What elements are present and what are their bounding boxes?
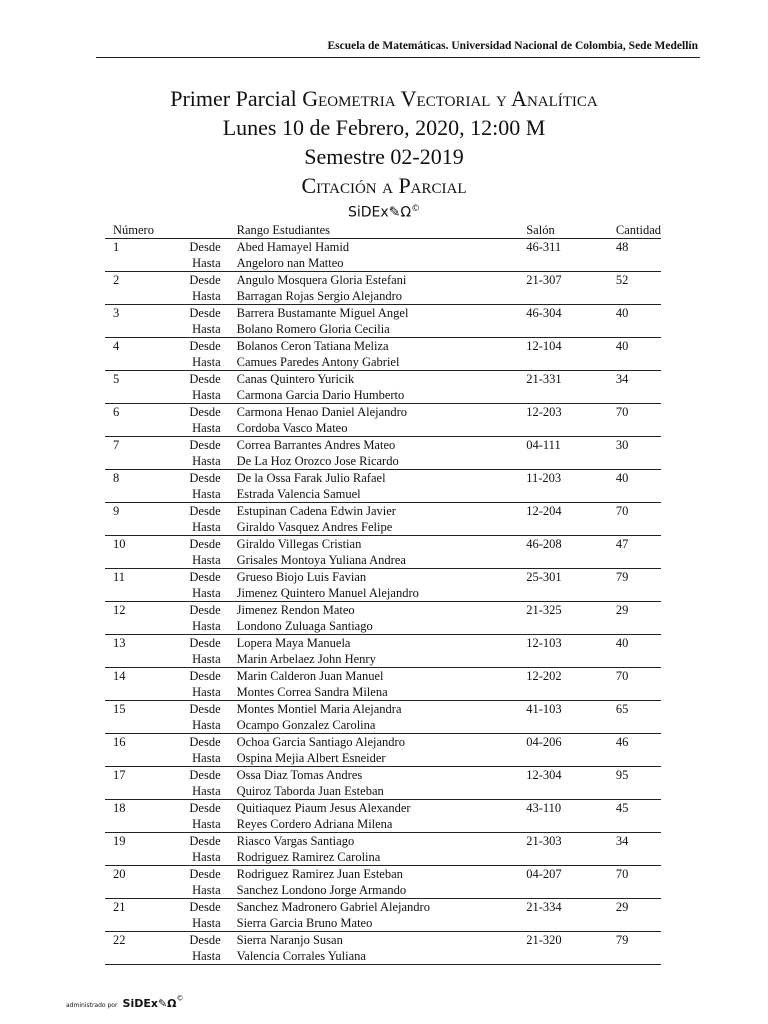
to-label: Hasta xyxy=(171,552,228,569)
row-number-spacer xyxy=(105,948,171,965)
room-spacer xyxy=(518,288,608,305)
footer xyxy=(66,992,184,1011)
from-label: Desde xyxy=(189,834,221,848)
row-number-spacer xyxy=(105,750,171,767)
row-number-spacer xyxy=(105,849,171,866)
student-count: 70 xyxy=(615,867,629,881)
room-spacer xyxy=(518,915,608,932)
from-label: Desde xyxy=(189,801,221,815)
from-label: Desde xyxy=(189,240,221,254)
range-end-student: Grisales Montoya Yuliana Andrea xyxy=(229,552,519,569)
row-number: 5 xyxy=(113,372,120,386)
table-header-row xyxy=(105,223,661,239)
from-label: Desde xyxy=(189,702,221,716)
room: 04-111 xyxy=(526,438,561,452)
to-label: Hasta xyxy=(171,816,228,833)
from-label: Desde xyxy=(189,570,221,584)
count-spacer xyxy=(608,321,661,338)
to-label: Hasta xyxy=(171,849,228,866)
from-label: Desde xyxy=(189,636,221,650)
student-count: 48 xyxy=(615,240,629,254)
table-row xyxy=(105,668,661,685)
count-spacer xyxy=(608,519,661,536)
range-end-student: Quiroz Taborda Juan Esteban xyxy=(229,783,519,800)
row-number-spacer xyxy=(105,651,171,668)
range-start-student: Montes Montiel Maria Alejandra xyxy=(236,702,402,716)
room-spacer xyxy=(518,585,608,602)
count-spacer xyxy=(608,585,661,602)
range-end-student: Valencia Corrales Yuliana xyxy=(229,948,519,965)
range-start-student: Canas Quintero Yuricik xyxy=(236,372,355,386)
row-number-spacer xyxy=(105,552,171,569)
range-end-student: Montes Correa Sandra Milena xyxy=(229,684,519,701)
range-start-student: Ochoa Garcia Santiago Alejandro xyxy=(236,735,405,749)
table-row xyxy=(105,569,661,586)
row-number: 4 xyxy=(113,339,120,353)
row-number: 22 xyxy=(113,933,126,947)
from-label: Desde xyxy=(189,933,221,947)
from-label: Desde xyxy=(189,504,221,518)
range-start-student: Quitiaquez Piaum Jesus Alexander xyxy=(236,801,411,815)
table-row xyxy=(105,651,661,668)
range-start-student: Abed Hamayel Hamid xyxy=(236,240,350,254)
row-number: 2 xyxy=(113,273,120,287)
document-heading: Citación a Parcial xyxy=(301,173,467,198)
from-label: Desde xyxy=(189,900,221,914)
room-spacer xyxy=(518,618,608,635)
range-start-student: De la Ossa Farak Julio Rafael xyxy=(236,471,386,485)
range-start-student: Giraldo Villegas Cristian xyxy=(236,537,362,551)
count-spacer xyxy=(608,717,661,734)
room: 21-334 xyxy=(526,900,562,914)
student-count: 65 xyxy=(615,702,629,716)
table-row xyxy=(105,552,661,569)
from-label: Desde xyxy=(189,339,221,353)
room: 46-311 xyxy=(526,240,562,254)
row-number: 15 xyxy=(113,702,126,716)
row-number-spacer xyxy=(105,486,171,503)
room: 41-103 xyxy=(526,702,562,716)
room: 21-307 xyxy=(526,273,562,287)
from-label: Desde xyxy=(189,273,221,287)
range-end-student: Jimenez Quintero Manuel Alejandro xyxy=(229,585,519,602)
row-number: 14 xyxy=(113,669,126,683)
to-label: Hasta xyxy=(171,255,228,272)
to-label: Hasta xyxy=(171,420,228,437)
count-spacer xyxy=(608,684,661,701)
table-row xyxy=(105,288,661,305)
table-row xyxy=(105,585,661,602)
student-count: 34 xyxy=(615,834,629,848)
row-number-spacer xyxy=(105,288,171,305)
to-label: Hasta xyxy=(171,750,228,767)
range-end-student: Estrada Valencia Samuel xyxy=(229,486,519,503)
from-label: Desde xyxy=(189,372,221,386)
room: 25-301 xyxy=(526,570,562,584)
row-number: 20 xyxy=(113,867,126,881)
student-count: 45 xyxy=(615,801,629,815)
room-spacer xyxy=(518,882,608,899)
count-spacer xyxy=(608,618,661,635)
room-spacer xyxy=(518,816,608,833)
table-row xyxy=(105,536,661,553)
range-start-student: Ossa Diaz Tomas Andres xyxy=(236,768,363,782)
count-spacer xyxy=(608,552,661,569)
table-row xyxy=(105,635,661,652)
from-label: Desde xyxy=(189,405,221,419)
row-number-spacer xyxy=(105,684,171,701)
table-row xyxy=(105,239,661,256)
row-number-spacer xyxy=(105,882,171,899)
table-row xyxy=(105,437,661,454)
range-start-student: Angulo Mosquera Gloria Estefani xyxy=(236,273,407,287)
row-number-spacer xyxy=(105,585,171,602)
room-spacer xyxy=(518,321,608,338)
room-spacer xyxy=(518,750,608,767)
room: 12-204 xyxy=(526,504,562,518)
header-number: Número xyxy=(105,223,171,239)
range-end-student: Ocampo Gonzalez Carolina xyxy=(229,717,519,734)
to-label: Hasta xyxy=(171,486,228,503)
student-count: 40 xyxy=(615,636,629,650)
table-row xyxy=(105,387,661,404)
table-row xyxy=(105,750,661,767)
count-spacer xyxy=(608,948,661,965)
range-start-student: Sierra Naranjo Susan xyxy=(236,933,343,947)
table-row xyxy=(105,371,661,388)
room-assignment-table xyxy=(105,223,661,965)
row-number: 8 xyxy=(113,471,120,485)
count-spacer xyxy=(608,651,661,668)
room-spacer xyxy=(518,453,608,470)
row-number-spacer xyxy=(105,618,171,635)
to-label: Hasta xyxy=(171,519,228,536)
room-spacer xyxy=(518,552,608,569)
table-row xyxy=(105,618,661,635)
room: 43-110 xyxy=(526,801,562,815)
range-end-student: Sierra Garcia Bruno Mateo xyxy=(229,915,519,932)
table-row xyxy=(105,734,661,751)
student-count: 46 xyxy=(615,735,629,749)
range-start-student: Bolanos Ceron Tatiana Meliza xyxy=(236,339,389,353)
range-end-student: Ospina Mejia Albert Esneider xyxy=(229,750,519,767)
title-block xyxy=(0,84,768,200)
from-label: Desde xyxy=(189,603,221,617)
range-start-student: Carmona Henao Daniel Alejandro xyxy=(236,405,408,419)
header-label-spacer xyxy=(171,223,228,239)
range-end-student: Carmona Garcia Dario Humberto xyxy=(229,387,519,404)
range-start-student: Marin Calderon Juan Manuel xyxy=(236,669,384,683)
range-end-student: Angeloro nan Matteo xyxy=(229,255,519,272)
table-body xyxy=(105,239,661,965)
room: 21-325 xyxy=(526,603,562,617)
table-row xyxy=(105,882,661,899)
student-count: 95 xyxy=(615,768,629,782)
from-label: Desde xyxy=(189,867,221,881)
range-end-student: Marin Arbelaez John Henry xyxy=(229,651,519,668)
table-row xyxy=(105,305,661,322)
room-spacer xyxy=(518,486,608,503)
brand-text: SiDEx✎Ω xyxy=(347,204,412,221)
header-count: Cantidad xyxy=(608,223,661,239)
student-count: 70 xyxy=(615,669,629,683)
room-spacer xyxy=(518,684,608,701)
range-start-student: Barrera Bustamante Miguel Angel xyxy=(236,306,409,320)
student-count: 70 xyxy=(615,504,629,518)
student-count: 40 xyxy=(615,471,629,485)
room: 46-304 xyxy=(526,306,562,320)
room: 12-104 xyxy=(526,339,562,353)
row-number: 13 xyxy=(113,636,126,650)
brand-logo xyxy=(0,204,768,221)
count-spacer xyxy=(608,915,661,932)
row-number: 17 xyxy=(113,768,126,782)
header-student-range: Rango Estudiantes xyxy=(229,223,519,239)
copyright-mark: © xyxy=(411,204,421,214)
range-end-student: Bolano Romero Gloria Cecilia xyxy=(229,321,519,338)
student-count: 79 xyxy=(615,570,629,584)
table-row xyxy=(105,767,661,784)
range-start-student: Riasco Vargas Santiago xyxy=(236,834,355,848)
title-line-1 xyxy=(0,84,768,113)
table-row xyxy=(105,503,661,520)
semester: Semestre 02-2019 xyxy=(304,144,464,169)
row-number-spacer xyxy=(105,519,171,536)
from-label: Desde xyxy=(189,471,221,485)
to-label: Hasta xyxy=(171,321,228,338)
table-row xyxy=(105,470,661,487)
to-label: Hasta xyxy=(171,651,228,668)
range-end-student: Sanchez Londono Jorge Armando xyxy=(229,882,519,899)
room-spacer xyxy=(518,651,608,668)
table-row xyxy=(105,684,661,701)
table-row xyxy=(105,833,661,850)
room: 21-303 xyxy=(526,834,562,848)
room: 04-206 xyxy=(526,735,562,749)
footer-copyright-mark: © xyxy=(176,994,184,1003)
table-row xyxy=(105,272,661,289)
range-start-student: Lopera Maya Manuela xyxy=(236,636,351,650)
footer-prefix: administrado por xyxy=(66,1002,118,1009)
count-spacer xyxy=(608,882,661,899)
to-label: Hasta xyxy=(171,684,228,701)
room: 12-202 xyxy=(526,669,562,683)
range-end-student: Reyes Cordero Adriana Milena xyxy=(229,816,519,833)
table-row xyxy=(105,948,661,965)
count-spacer xyxy=(608,420,661,437)
row-number-spacer xyxy=(105,915,171,932)
room-spacer xyxy=(518,717,608,734)
to-label: Hasta xyxy=(171,288,228,305)
table-row xyxy=(105,915,661,932)
table-row xyxy=(105,849,661,866)
range-end-student: Barragan Rojas Sergio Alejandro xyxy=(229,288,519,305)
student-count: 29 xyxy=(615,900,629,914)
header-room: Salón xyxy=(518,223,608,239)
count-spacer xyxy=(608,387,661,404)
row-number: 10 xyxy=(113,537,126,551)
table-row xyxy=(105,321,661,338)
room-spacer xyxy=(518,849,608,866)
room: 12-203 xyxy=(526,405,562,419)
row-number-spacer xyxy=(105,387,171,404)
range-end-student: Rodriguez Ramirez Carolina xyxy=(229,849,519,866)
to-label: Hasta xyxy=(171,387,228,404)
room-spacer xyxy=(518,948,608,965)
range-start-student: Jimenez Rendon Mateo xyxy=(236,603,355,617)
to-label: Hasta xyxy=(171,915,228,932)
count-spacer xyxy=(608,453,661,470)
room: 11-203 xyxy=(526,471,562,485)
table-row xyxy=(105,404,661,421)
row-number: 3 xyxy=(113,306,120,320)
room: 12-304 xyxy=(526,768,562,782)
range-end-student: Giraldo Vasquez Andres Felipe xyxy=(229,519,519,536)
table-row xyxy=(105,866,661,883)
from-label: Desde xyxy=(189,438,221,452)
room: 21-320 xyxy=(526,933,562,947)
to-label: Hasta xyxy=(171,783,228,800)
row-number-spacer xyxy=(105,783,171,800)
row-number: 16 xyxy=(113,735,126,749)
row-number-spacer xyxy=(105,420,171,437)
table-row xyxy=(105,420,661,437)
range-start-student: Estupinan Cadena Edwin Javier xyxy=(236,504,396,518)
count-spacer xyxy=(608,849,661,866)
count-spacer xyxy=(608,255,661,272)
room-spacer xyxy=(518,255,608,272)
course-name: Geometria Vectorial y Analítica xyxy=(302,86,598,111)
table-row xyxy=(105,800,661,817)
range-end-student: Camues Paredes Antony Gabriel xyxy=(229,354,519,371)
row-number-spacer xyxy=(105,717,171,734)
table-row xyxy=(105,602,661,619)
row-number: 1 xyxy=(113,240,120,254)
exam-name: Primer Parcial xyxy=(170,86,303,111)
student-count: 47 xyxy=(615,537,629,551)
row-number: 7 xyxy=(113,438,120,452)
range-start-student: Correa Barrantes Andres Mateo xyxy=(236,438,396,452)
to-label: Hasta xyxy=(171,882,228,899)
table-row xyxy=(105,932,661,949)
table-row xyxy=(105,899,661,916)
from-label: Desde xyxy=(189,306,221,320)
row-number: 11 xyxy=(113,570,126,584)
count-spacer xyxy=(608,288,661,305)
range-end-student: Londono Zuluaga Santiago xyxy=(229,618,519,635)
room: 46-208 xyxy=(526,537,562,551)
from-label: Desde xyxy=(189,768,221,782)
row-number-spacer xyxy=(105,321,171,338)
row-number-spacer xyxy=(105,816,171,833)
room-spacer xyxy=(518,354,608,371)
student-count: 40 xyxy=(615,339,629,353)
from-label: Desde xyxy=(189,735,221,749)
room-spacer xyxy=(518,420,608,437)
table-row xyxy=(105,338,661,355)
count-spacer xyxy=(608,783,661,800)
row-number-spacer xyxy=(105,354,171,371)
table-row xyxy=(105,255,661,272)
student-count: 70 xyxy=(615,405,629,419)
row-number: 6 xyxy=(113,405,120,419)
row-number-spacer xyxy=(105,255,171,272)
row-number: 18 xyxy=(113,801,126,815)
range-start-student: Rodriguez Ramirez Juan Esteban xyxy=(236,867,403,881)
count-spacer xyxy=(608,354,661,371)
range-end-student: De La Hoz Orozco Jose Ricardo xyxy=(229,453,519,470)
room: 04-207 xyxy=(526,867,562,881)
student-count: 30 xyxy=(615,438,629,452)
to-label: Hasta xyxy=(171,585,228,602)
to-label: Hasta xyxy=(171,948,228,965)
range-start-student: Grueso Biojo Luis Favian xyxy=(236,570,367,584)
student-count: 29 xyxy=(615,603,629,617)
to-label: Hasta xyxy=(171,354,228,371)
from-label: Desde xyxy=(189,669,221,683)
room: 12-103 xyxy=(526,636,562,650)
count-spacer xyxy=(608,816,661,833)
header-rule xyxy=(96,57,700,58)
table-row xyxy=(105,486,661,503)
footer-brand: SiDEx✎Ω xyxy=(122,997,177,1010)
student-count: 40 xyxy=(615,306,629,320)
row-number: 12 xyxy=(113,603,126,617)
row-number-spacer xyxy=(105,453,171,470)
student-count: 34 xyxy=(615,372,629,386)
to-label: Hasta xyxy=(171,453,228,470)
table-row xyxy=(105,519,661,536)
institution-name: Escuela de Matemáticas. Universidad Nacional de Colombia, Sede Medellín xyxy=(327,40,698,52)
table-row xyxy=(105,816,661,833)
row-number: 19 xyxy=(113,834,126,848)
room: 21-331 xyxy=(526,372,562,386)
to-label: Hasta xyxy=(171,618,228,635)
table-row xyxy=(105,701,661,718)
count-spacer xyxy=(608,750,661,767)
student-count: 52 xyxy=(615,273,629,287)
to-label: Hasta xyxy=(171,717,228,734)
range-start-student: Sanchez Madronero Gabriel Alejandro xyxy=(236,900,430,914)
student-count: 79 xyxy=(615,933,629,947)
row-number: 21 xyxy=(113,900,126,914)
room-spacer xyxy=(518,783,608,800)
count-spacer xyxy=(608,486,661,503)
table-row xyxy=(105,354,661,371)
table-row xyxy=(105,453,661,470)
room-spacer xyxy=(518,519,608,536)
range-end-student: Cordoba Vasco Mateo xyxy=(229,420,519,437)
table-row xyxy=(105,783,661,800)
table-row xyxy=(105,717,661,734)
from-label: Desde xyxy=(189,537,221,551)
room-spacer xyxy=(518,387,608,404)
exam-date: Lunes 10 de Febrero, 2020, 12:00 M xyxy=(222,115,546,140)
row-number: 9 xyxy=(113,504,120,518)
